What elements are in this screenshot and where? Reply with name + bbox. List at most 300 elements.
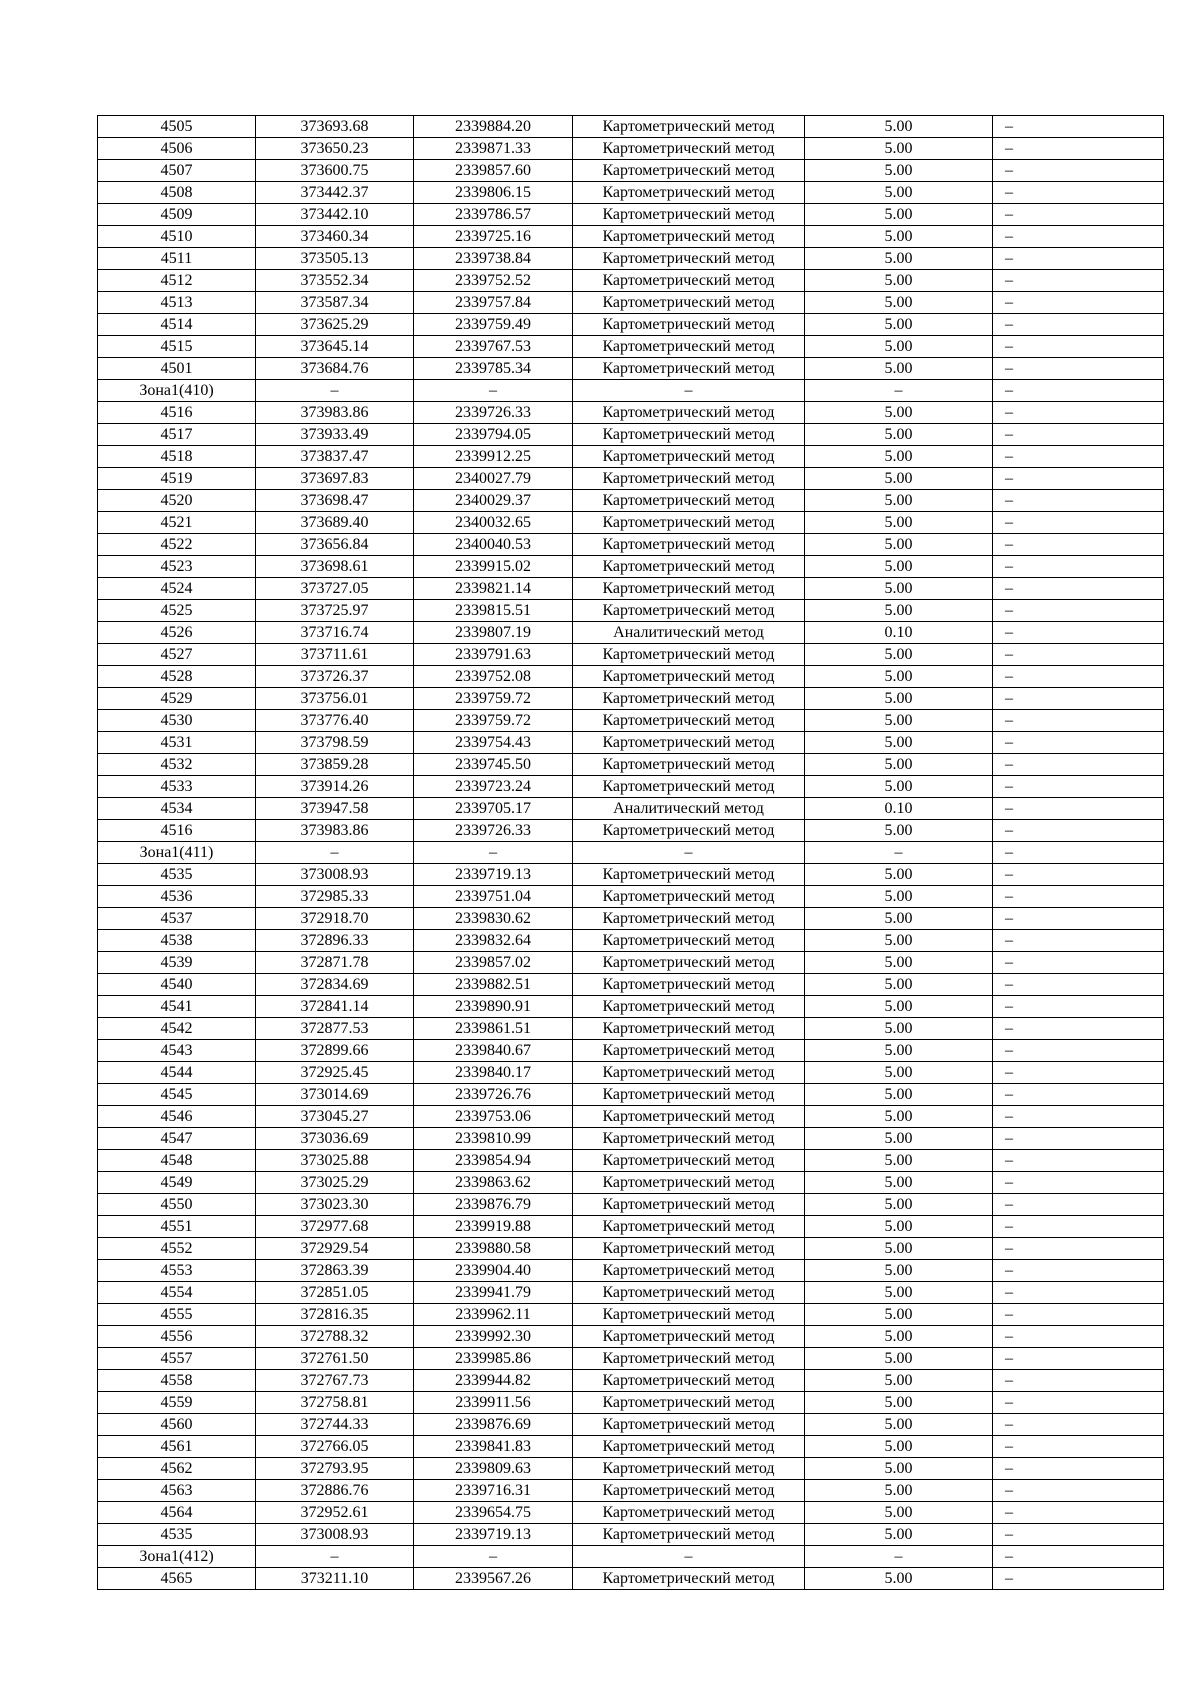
- table-row: [98, 1216, 1164, 1238]
- y-coordinate-cell: 2339880.58: [414, 1238, 573, 1260]
- accuracy-cell: 5.00: [805, 182, 993, 204]
- y-coordinate-cell: 2339876.79: [414, 1194, 573, 1216]
- accuracy-cell: 5.00: [805, 1194, 993, 1216]
- x-coordinate-cell: 373914.26: [256, 776, 414, 798]
- x-coordinate-cell: 373933.49: [256, 424, 414, 446]
- x-coordinate-cell: 373045.27: [256, 1106, 414, 1128]
- accuracy-cell: 5.00: [805, 908, 993, 930]
- y-coordinate-cell: 2339840.17: [414, 1062, 573, 1084]
- point-number-cell: 4537: [98, 908, 256, 930]
- table-row: [98, 776, 1164, 798]
- accuracy-cell: 5.00: [805, 1282, 993, 1304]
- table-row: [98, 1348, 1164, 1370]
- description-cell: –: [993, 732, 1164, 754]
- x-coordinate-cell: 372871.78: [256, 952, 414, 974]
- x-coordinate-cell: 372834.69: [256, 974, 414, 996]
- table-row: [98, 1502, 1164, 1524]
- point-number-cell: 4519: [98, 468, 256, 490]
- method-cell: Картометрический метод: [573, 776, 805, 798]
- method-cell: Аналитический метод: [573, 622, 805, 644]
- x-coordinate-cell: 373014.69: [256, 1084, 414, 1106]
- table-row: [98, 820, 1164, 842]
- table-row: [98, 578, 1164, 600]
- y-coordinate-cell: 2339919.88: [414, 1216, 573, 1238]
- accuracy-cell: 5.00: [805, 1150, 993, 1172]
- point-number-cell: 4544: [98, 1062, 256, 1084]
- method-cell: Картометрический метод: [573, 820, 805, 842]
- x-coordinate-cell: 372896.33: [256, 930, 414, 952]
- description-cell: –: [993, 908, 1164, 930]
- method-cell: Картометрический метод: [573, 116, 805, 138]
- x-coordinate-cell: 373645.14: [256, 336, 414, 358]
- x-coordinate-cell: 372758.81: [256, 1392, 414, 1414]
- point-number-cell: 4521: [98, 512, 256, 534]
- x-coordinate-cell: 373684.76: [256, 358, 414, 380]
- point-number-cell: 4526: [98, 622, 256, 644]
- accuracy-cell: 5.00: [805, 314, 993, 336]
- point-number-cell: 4543: [98, 1040, 256, 1062]
- y-coordinate-cell: 2339725.16: [414, 226, 573, 248]
- x-coordinate-cell: 372899.66: [256, 1040, 414, 1062]
- point-number-cell: 4564: [98, 1502, 256, 1524]
- table-row: [98, 710, 1164, 732]
- y-coordinate-cell: 2339752.08: [414, 666, 573, 688]
- x-coordinate-cell: 373983.86: [256, 820, 414, 842]
- y-coordinate-cell: 2339759.72: [414, 710, 573, 732]
- method-cell: Картометрический метод: [573, 1018, 805, 1040]
- y-coordinate-cell: –: [414, 842, 573, 864]
- table-row: [98, 1260, 1164, 1282]
- description-cell: –: [993, 204, 1164, 226]
- x-coordinate-cell: 373650.23: [256, 138, 414, 160]
- method-cell: Картометрический метод: [573, 358, 805, 380]
- y-coordinate-cell: 2339723.24: [414, 776, 573, 798]
- method-cell: Картометрический метод: [573, 996, 805, 1018]
- point-number-cell: 4514: [98, 314, 256, 336]
- y-coordinate-cell: 2339726.33: [414, 820, 573, 842]
- description-cell: –: [993, 688, 1164, 710]
- y-coordinate-cell: 2339884.20: [414, 116, 573, 138]
- table-row: [98, 1524, 1164, 1546]
- table-row: [98, 666, 1164, 688]
- description-cell: –: [993, 1084, 1164, 1106]
- table-row: [98, 688, 1164, 710]
- y-coordinate-cell: 2339785.34: [414, 358, 573, 380]
- accuracy-cell: 5.00: [805, 226, 993, 248]
- description-cell: –: [993, 160, 1164, 182]
- method-cell: Картометрический метод: [573, 1150, 805, 1172]
- x-coordinate-cell: 373725.97: [256, 600, 414, 622]
- y-coordinate-cell: 2339719.13: [414, 1524, 573, 1546]
- description-cell: –: [993, 710, 1164, 732]
- method-cell: Картометрический метод: [573, 1502, 805, 1524]
- accuracy-cell: 5.00: [805, 336, 993, 358]
- x-coordinate-cell: 373008.93: [256, 1524, 414, 1546]
- y-coordinate-cell: 2339857.02: [414, 952, 573, 974]
- table-row: [98, 248, 1164, 270]
- y-coordinate-cell: 2339753.06: [414, 1106, 573, 1128]
- description-cell: –: [993, 292, 1164, 314]
- description-cell: –: [993, 1436, 1164, 1458]
- description-cell: –: [993, 600, 1164, 622]
- description-cell: –: [993, 1546, 1164, 1568]
- y-coordinate-cell: 2339863.62: [414, 1172, 573, 1194]
- table-row: [98, 1238, 1164, 1260]
- table-row: [98, 1480, 1164, 1502]
- method-cell: Картометрический метод: [573, 336, 805, 358]
- table-row: [98, 1106, 1164, 1128]
- x-coordinate-cell: 372851.05: [256, 1282, 414, 1304]
- point-number-cell: 4531: [98, 732, 256, 754]
- x-coordinate-cell: 373698.47: [256, 490, 414, 512]
- table-row: [98, 204, 1164, 226]
- x-coordinate-cell: 373727.05: [256, 578, 414, 600]
- point-number-cell: 4510: [98, 226, 256, 248]
- method-cell: Картометрический метод: [573, 600, 805, 622]
- description-cell: –: [993, 1326, 1164, 1348]
- description-cell: –: [993, 952, 1164, 974]
- accuracy-cell: 5.00: [805, 1568, 993, 1590]
- description-cell: –: [993, 314, 1164, 336]
- method-cell: Картометрический метод: [573, 1436, 805, 1458]
- point-number-cell: 4532: [98, 754, 256, 776]
- table-row: [98, 1018, 1164, 1040]
- table-row: [98, 754, 1164, 776]
- accuracy-cell: 0.10: [805, 798, 993, 820]
- x-coordinate-cell: 373798.59: [256, 732, 414, 754]
- accuracy-cell: 5.00: [805, 600, 993, 622]
- table-row: [98, 622, 1164, 644]
- point-number-cell: 4528: [98, 666, 256, 688]
- y-coordinate-cell: –: [414, 380, 573, 402]
- description-cell: –: [993, 512, 1164, 534]
- point-number-cell: 4525: [98, 600, 256, 622]
- description-cell: –: [993, 424, 1164, 446]
- x-coordinate-cell: 373726.37: [256, 666, 414, 688]
- accuracy-cell: 5.00: [805, 1106, 993, 1128]
- y-coordinate-cell: 2339904.40: [414, 1260, 573, 1282]
- y-coordinate-cell: 2339915.02: [414, 556, 573, 578]
- y-coordinate-cell: 2339992.30: [414, 1326, 573, 1348]
- description-cell: –: [993, 930, 1164, 952]
- table-row: [98, 160, 1164, 182]
- method-cell: Картометрический метод: [573, 1348, 805, 1370]
- zone-header-row: [98, 380, 1164, 402]
- point-number-cell: 4509: [98, 204, 256, 226]
- accuracy-cell: 5.00: [805, 1304, 993, 1326]
- accuracy-cell: 5.00: [805, 1018, 993, 1040]
- table-row: [98, 512, 1164, 534]
- x-coordinate-cell: 373505.13: [256, 248, 414, 270]
- x-coordinate-cell: 373023.30: [256, 1194, 414, 1216]
- accuracy-cell: 5.00: [805, 1216, 993, 1238]
- method-cell: Картометрический метод: [573, 974, 805, 996]
- description-cell: –: [993, 270, 1164, 292]
- y-coordinate-cell: 2339716.31: [414, 1480, 573, 1502]
- point-number-cell: 4513: [98, 292, 256, 314]
- y-coordinate-cell: 2339786.57: [414, 204, 573, 226]
- point-number-cell: 4527: [98, 644, 256, 666]
- x-coordinate-cell: 373600.75: [256, 160, 414, 182]
- table-row: [98, 1150, 1164, 1172]
- description-cell: –: [993, 644, 1164, 666]
- point-number-cell: 4517: [98, 424, 256, 446]
- x-coordinate-cell: –: [256, 842, 414, 864]
- accuracy-cell: 5.00: [805, 204, 993, 226]
- table-row: [98, 1062, 1164, 1084]
- point-number-cell: 4506: [98, 138, 256, 160]
- y-coordinate-cell: 2339567.26: [414, 1568, 573, 1590]
- accuracy-cell: 5.00: [805, 512, 993, 534]
- x-coordinate-cell: 373983.86: [256, 402, 414, 424]
- method-cell: Картометрический метод: [573, 886, 805, 908]
- description-cell: –: [993, 1282, 1164, 1304]
- x-coordinate-cell: 373859.28: [256, 754, 414, 776]
- method-cell: Картометрический метод: [573, 204, 805, 226]
- accuracy-cell: –: [805, 1546, 993, 1568]
- description-cell: –: [993, 138, 1164, 160]
- method-cell: Картометрический метод: [573, 402, 805, 424]
- accuracy-cell: 5.00: [805, 1348, 993, 1370]
- x-coordinate-cell: 372767.73: [256, 1370, 414, 1392]
- y-coordinate-cell: 2339810.99: [414, 1128, 573, 1150]
- accuracy-cell: 5.00: [805, 864, 993, 886]
- y-coordinate-cell: 2339890.91: [414, 996, 573, 1018]
- point-number-cell: 4540: [98, 974, 256, 996]
- accuracy-cell: 5.00: [805, 270, 993, 292]
- x-coordinate-cell: 372788.32: [256, 1326, 414, 1348]
- description-cell: –: [993, 1062, 1164, 1084]
- description-cell: –: [993, 798, 1164, 820]
- point-number-cell: 4536: [98, 886, 256, 908]
- table-body: [98, 116, 1164, 1590]
- y-coordinate-cell: 2339876.69: [414, 1414, 573, 1436]
- description-cell: –: [993, 358, 1164, 380]
- description-cell: –: [993, 380, 1164, 402]
- accuracy-cell: 5.00: [805, 556, 993, 578]
- method-cell: Картометрический метод: [573, 1480, 805, 1502]
- x-coordinate-cell: 372952.61: [256, 1502, 414, 1524]
- accuracy-cell: 5.00: [805, 1084, 993, 1106]
- x-coordinate-cell: 372793.95: [256, 1458, 414, 1480]
- table-row: [98, 1128, 1164, 1150]
- x-coordinate-cell: –: [256, 380, 414, 402]
- y-coordinate-cell: 2339809.63: [414, 1458, 573, 1480]
- description-cell: –: [993, 1304, 1164, 1326]
- point-number-cell: 4535: [98, 864, 256, 886]
- description-cell: –: [993, 1128, 1164, 1150]
- method-cell: –: [573, 842, 805, 864]
- table-row: [98, 556, 1164, 578]
- table-row: [98, 1084, 1164, 1106]
- y-coordinate-cell: 2339830.62: [414, 908, 573, 930]
- table-row: [98, 138, 1164, 160]
- method-cell: Картометрический метод: [573, 732, 805, 754]
- method-cell: Картометрический метод: [573, 930, 805, 952]
- y-coordinate-cell: 2339815.51: [414, 600, 573, 622]
- accuracy-cell: 5.00: [805, 710, 993, 732]
- description-cell: –: [993, 754, 1164, 776]
- accuracy-cell: 5.00: [805, 1172, 993, 1194]
- accuracy-cell: 5.00: [805, 292, 993, 314]
- description-cell: –: [993, 1194, 1164, 1216]
- table-row: [98, 226, 1164, 248]
- x-coordinate-cell: 373698.61: [256, 556, 414, 578]
- accuracy-cell: 5.00: [805, 974, 993, 996]
- method-cell: Картометрический метод: [573, 270, 805, 292]
- point-number-cell: Зона1(412): [98, 1546, 256, 1568]
- table-row: [98, 600, 1164, 622]
- description-cell: –: [993, 666, 1164, 688]
- x-coordinate-cell: 372886.76: [256, 1480, 414, 1502]
- table-row: [98, 182, 1164, 204]
- table-row: [98, 1392, 1164, 1414]
- method-cell: Картометрический метод: [573, 1370, 805, 1392]
- accuracy-cell: 0.10: [805, 622, 993, 644]
- point-number-cell: 4562: [98, 1458, 256, 1480]
- description-cell: –: [993, 402, 1164, 424]
- table-row: [98, 1040, 1164, 1062]
- y-coordinate-cell: 2339841.83: [414, 1436, 573, 1458]
- y-coordinate-cell: 2339962.11: [414, 1304, 573, 1326]
- point-number-cell: 4533: [98, 776, 256, 798]
- description-cell: –: [993, 1502, 1164, 1524]
- method-cell: Картометрический метод: [573, 1216, 805, 1238]
- method-cell: Картометрический метод: [573, 424, 805, 446]
- table-row: [98, 732, 1164, 754]
- method-cell: Картометрический метод: [573, 666, 805, 688]
- accuracy-cell: 5.00: [805, 1326, 993, 1348]
- method-cell: Картометрический метод: [573, 1414, 805, 1436]
- y-coordinate-cell: 2339751.04: [414, 886, 573, 908]
- x-coordinate-cell: 373025.88: [256, 1150, 414, 1172]
- description-cell: –: [993, 1216, 1164, 1238]
- y-coordinate-cell: 2339944.82: [414, 1370, 573, 1392]
- table-row: [98, 1414, 1164, 1436]
- accuracy-cell: 5.00: [805, 930, 993, 952]
- method-cell: Картометрический метод: [573, 556, 805, 578]
- y-coordinate-cell: 2339759.49: [414, 314, 573, 336]
- description-cell: –: [993, 1568, 1164, 1590]
- y-coordinate-cell: 2339719.13: [414, 864, 573, 886]
- method-cell: Картометрический метод: [573, 182, 805, 204]
- y-coordinate-cell: 2339726.33: [414, 402, 573, 424]
- table-row: [98, 1370, 1164, 1392]
- table-row: [98, 1282, 1164, 1304]
- y-coordinate-cell: 2339752.52: [414, 270, 573, 292]
- y-coordinate-cell: 2339911.56: [414, 1392, 573, 1414]
- description-cell: –: [993, 490, 1164, 512]
- table-row: [98, 908, 1164, 930]
- table-row: [98, 1172, 1164, 1194]
- point-number-cell: 4549: [98, 1172, 256, 1194]
- y-coordinate-cell: 2339941.79: [414, 1282, 573, 1304]
- zone-header-row: [98, 842, 1164, 864]
- method-cell: Картометрический метод: [573, 1524, 805, 1546]
- description-cell: –: [993, 1018, 1164, 1040]
- method-cell: Картометрический метод: [573, 1326, 805, 1348]
- accuracy-cell: 5.00: [805, 116, 993, 138]
- method-cell: Картометрический метод: [573, 534, 805, 556]
- accuracy-cell: 5.00: [805, 1480, 993, 1502]
- y-coordinate-cell: 2340032.65: [414, 512, 573, 534]
- table-row: [98, 974, 1164, 996]
- method-cell: Картометрический метод: [573, 952, 805, 974]
- accuracy-cell: 5.00: [805, 1370, 993, 1392]
- y-coordinate-cell: 2339882.51: [414, 974, 573, 996]
- accuracy-cell: 5.00: [805, 138, 993, 160]
- table-row: [98, 1194, 1164, 1216]
- x-coordinate-cell: 372985.33: [256, 886, 414, 908]
- y-coordinate-cell: 2339745.50: [414, 754, 573, 776]
- method-cell: Картометрический метод: [573, 1238, 805, 1260]
- y-coordinate-cell: 2339767.53: [414, 336, 573, 358]
- point-number-cell: 4560: [98, 1414, 256, 1436]
- accuracy-cell: 5.00: [805, 732, 993, 754]
- point-number-cell: 4558: [98, 1370, 256, 1392]
- description-cell: –: [993, 1260, 1164, 1282]
- y-coordinate-cell: 2339791.63: [414, 644, 573, 666]
- y-coordinate-cell: 2339912.25: [414, 446, 573, 468]
- method-cell: Картометрический метод: [573, 1128, 805, 1150]
- point-number-cell: 4530: [98, 710, 256, 732]
- x-coordinate-cell: –: [256, 1546, 414, 1568]
- method-cell: Картометрический метод: [573, 292, 805, 314]
- description-cell: –: [993, 1172, 1164, 1194]
- x-coordinate-cell: 372761.50: [256, 1348, 414, 1370]
- description-cell: –: [993, 248, 1164, 270]
- point-number-cell: 4529: [98, 688, 256, 710]
- point-number-cell: 4511: [98, 248, 256, 270]
- accuracy-cell: –: [805, 842, 993, 864]
- point-number-cell: 4550: [98, 1194, 256, 1216]
- description-cell: –: [993, 1414, 1164, 1436]
- x-coordinate-cell: 373947.58: [256, 798, 414, 820]
- description-cell: –: [993, 776, 1164, 798]
- accuracy-cell: 5.00: [805, 1414, 993, 1436]
- point-number-cell: 4541: [98, 996, 256, 1018]
- table-row: [98, 864, 1164, 886]
- y-coordinate-cell: 2340029.37: [414, 490, 573, 512]
- point-number-cell: 4524: [98, 578, 256, 600]
- point-number-cell: 4551: [98, 1216, 256, 1238]
- accuracy-cell: 5.00: [805, 424, 993, 446]
- y-coordinate-cell: 2339840.67: [414, 1040, 573, 1062]
- method-cell: Картометрический метод: [573, 1458, 805, 1480]
- point-number-cell: 4555: [98, 1304, 256, 1326]
- description-cell: –: [993, 1106, 1164, 1128]
- method-cell: Картометрический метод: [573, 1568, 805, 1590]
- accuracy-cell: 5.00: [805, 1392, 993, 1414]
- accuracy-cell: 5.00: [805, 358, 993, 380]
- accuracy-cell: 5.00: [805, 820, 993, 842]
- point-number-cell: 4520: [98, 490, 256, 512]
- table-row: [98, 996, 1164, 1018]
- y-coordinate-cell: 2339861.51: [414, 1018, 573, 1040]
- point-number-cell: 4538: [98, 930, 256, 952]
- table-row: [98, 490, 1164, 512]
- x-coordinate-cell: 372918.70: [256, 908, 414, 930]
- description-cell: –: [993, 226, 1164, 248]
- x-coordinate-cell: 372766.05: [256, 1436, 414, 1458]
- description-cell: –: [993, 974, 1164, 996]
- table-row: [98, 358, 1164, 380]
- accuracy-cell: 5.00: [805, 644, 993, 666]
- x-coordinate-cell: 373689.40: [256, 512, 414, 534]
- point-number-cell: 4546: [98, 1106, 256, 1128]
- method-cell: Картометрический метод: [573, 446, 805, 468]
- method-cell: Картометрический метод: [573, 710, 805, 732]
